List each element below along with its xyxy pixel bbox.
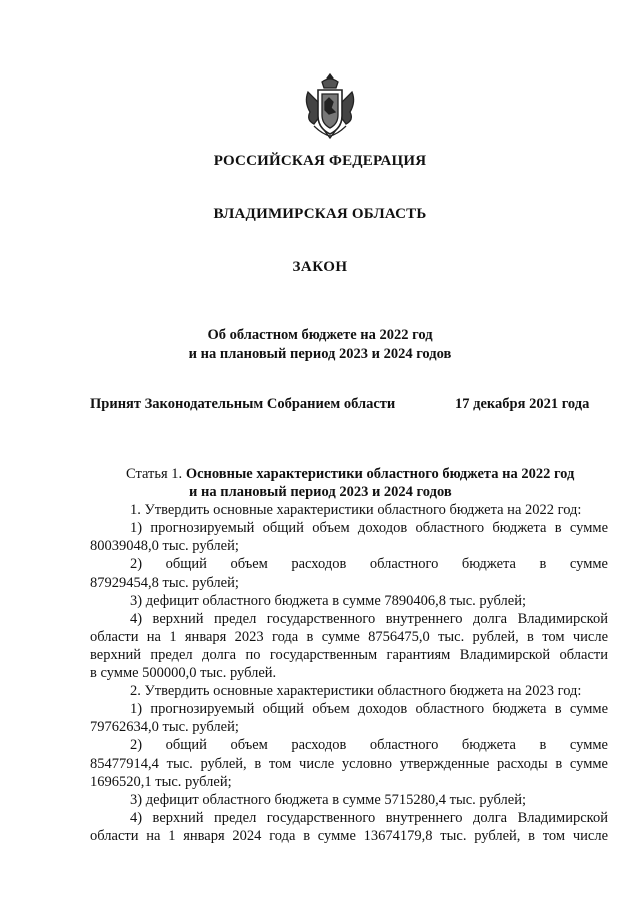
text-line: 1. Утвердить основные характеристики областного бюджета на 2022 год:: [130, 502, 582, 519]
text-line: 2) общий объем расходов областного бюджета в сумме: [130, 556, 608, 573]
text-line: 1) прогнозируемый общий объем доходов областного бюджета в сумме: [130, 701, 608, 718]
law-subject-line: и на плановый период 2023 и 2024 годов: [188, 346, 452, 362]
document-type-heading: ЗАКОН: [292, 259, 348, 275]
text-line: 1) прогнозируемый общий объем доходов областного бюджета в сумме: [130, 520, 608, 537]
text-line: верхний предел долга по государственным гарантиям Владимирской области: [90, 646, 608, 663]
country-heading: РОССИЙСКАЯ ФЕДЕРАЦИЯ: [213, 153, 427, 169]
coat-of-arms-emblem-icon: [302, 72, 358, 140]
text-line: 87929454,8 тыс. рублей;: [90, 574, 239, 591]
text-line: 2. Утвердить основные характеристики областного бюджета на 2023 год:: [130, 683, 582, 700]
text-line: 1696520,1 тыс. рублей;: [90, 773, 232, 790]
law-subject-line: Об областном бюджете на 2022 год: [207, 327, 433, 343]
adoption-date: 17 декабря 2021 года: [455, 396, 590, 412]
law-subject: [0, 326, 640, 364]
text-line: 3) дефицит областного бюджета в сумме 7890406,8 тыс. рублей;: [130, 592, 526, 609]
text-line: 4) верхний предел государственного внутреннего долга Владимирской: [130, 610, 608, 627]
text-line: 4) верхний предел государственного внутреннего долга Владимирской: [130, 809, 608, 826]
text-line: 79762634,0 тыс. рублей;: [90, 719, 239, 736]
text-line: области на 1 января 2023 года в сумме 8756475,0 тыс. рублей, в том числе: [90, 628, 608, 645]
region-heading: ВЛАДИМИРСКАЯ ОБЛАСТЬ: [213, 206, 427, 222]
law-body: [90, 465, 608, 845]
adopted-by: Принят Законодательным Собранием области: [90, 396, 396, 412]
article-title-line: Основные характеристики областного бюджета на 2022 год: [185, 466, 575, 482]
article-text: [90, 501, 608, 845]
text-line: области на 1 января 2024 года в сумме 13674179,8 тыс. рублей, в том числе: [90, 827, 608, 844]
article-title-line: и на плановый период 2023 и 2024 годов: [189, 484, 452, 501]
article-title: [90, 465, 608, 483]
article-prefix: Статья 1.: [126, 466, 183, 482]
text-line: 2) общий объем расходов областного бюджета в сумме: [130, 737, 608, 754]
text-line: 3) дефицит областного бюджета в сумме 5715280,4 тыс. рублей;: [130, 791, 526, 808]
text-line: 80039048,0 тыс. рублей;: [90, 538, 239, 555]
text-line: 85477914,4 тыс. рублей, в том числе условно утвержденные расходы в сумме: [90, 755, 608, 772]
text-line: в сумме 500000,0 тыс. рублей.: [90, 665, 277, 682]
